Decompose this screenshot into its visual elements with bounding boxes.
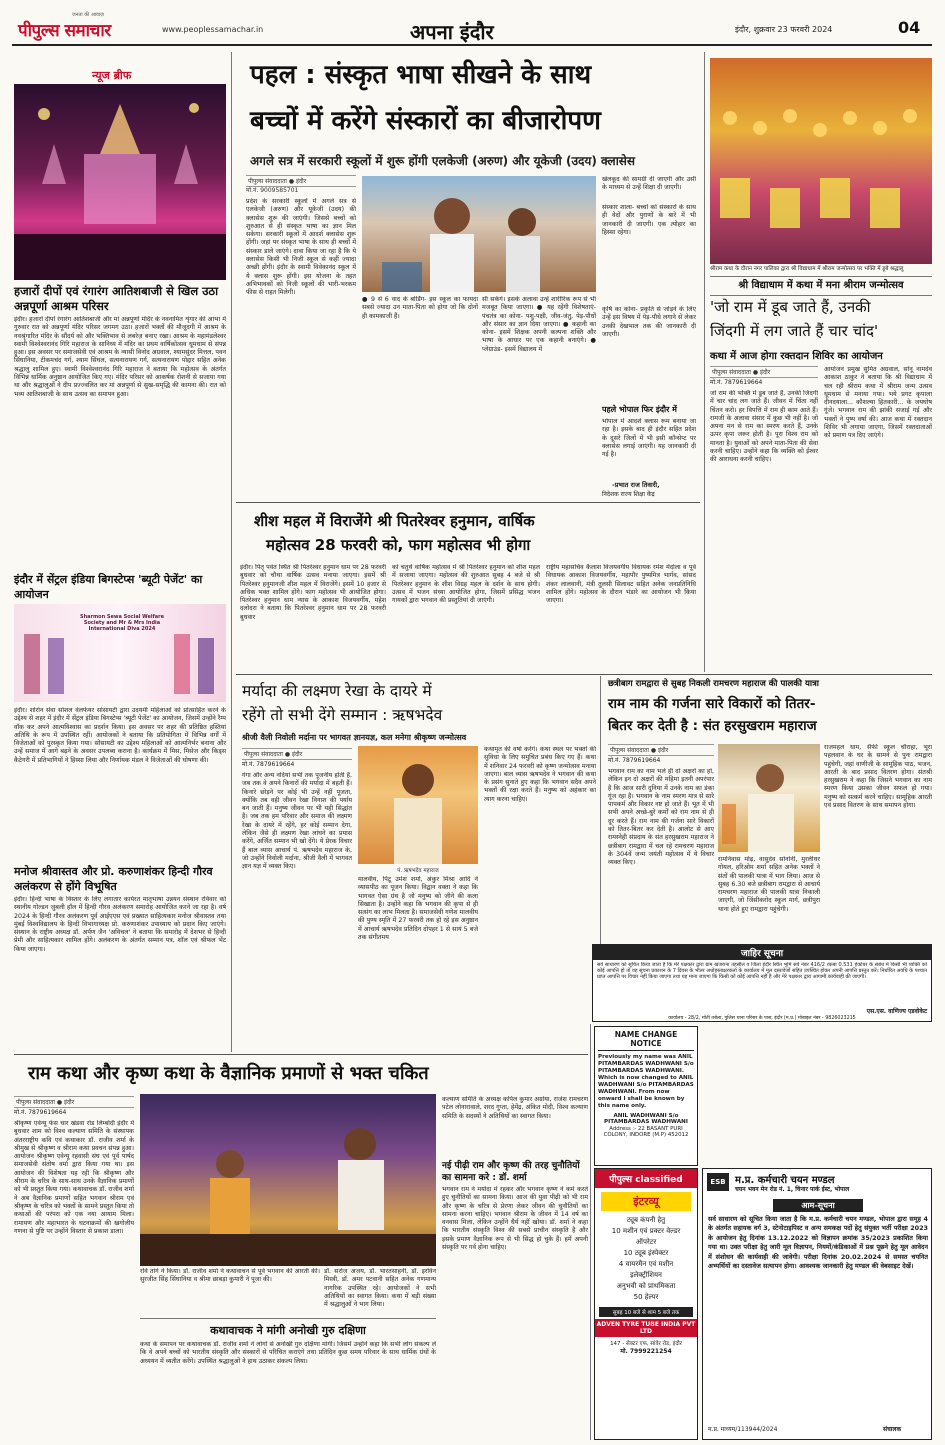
mpesb-notice-label: आम-सूचना [773,1199,863,1212]
legal-notice [592,944,932,1022]
sant-illustration [718,744,820,852]
lead-quote-author: -प्रभात राज तिवारी, [612,481,660,489]
masthead-logo: पीपुल्स समाचार [18,21,111,41]
hanuman-story [236,504,700,672]
lead-lower-col-1: ● 9 से 6 वाद के बोर्डिंग- इस स्कूल का फायदा सबसे ज्यादा उन माता-पिता को होगा जो कि दोनों ही कामकाजी हैं। [362,296,478,320]
classified-line: ट्यूब कंपनी हेतु [626,1216,666,1224]
lead-quote-role: निदेशक राज्य शिक्षा केंद्र [602,491,655,498]
brief-2-title: इंदौर में सेंट्रल इंडिया बिगस्टेप्स 'ब्यूटी पेजेंट' का आयोजन [14,573,203,601]
classified-timing: सुबह 10 बजे से शाम 5 बजे तक [599,1307,693,1317]
ramcharan-col-3: राजमहल धाम, सैफी स्कूल चौराहा, भूरा पहलवान के घर के सामने से पुनः रामद्वारा पहुंचेगी, जहां वाणीजी के सामूहिक पाठ, भजन, आरती के बाद प्रसाद वितरण होगा। संतश्री हरसुखराम ने कहा कि जिसने भगवान का नाम स्मरण किया उसका जीवन सफल हो गया। मनुष्य को सत्कर्म करने चाहिए। सामूहिक आरती एवं प्रसाद वितरण के साथ समापन होगा। [824,744,932,810]
brief-1-body: इंदौर। हजारों दीपों रंगारंग आतिशबाजी और मां अन्नपूर्णा मंदिर के नवनामित शृंगार की आभा में गुरुवार रात को अन्नपूर्णा मंदिर परिसर जगमग उठा। हजारों भक्तों की मौजूदगी में आश्रम के नवश्रृंगारित मंदिर के सौंदर्य को और भक्तिभाव से लबरेज़ बनाए रखा। आश्रम के महामंडलेश्वर स्वामी विश्वेश्वरानंद गिरि महाराज के सानिध्य में मंदिर का प्रथम वार्षिकोत्सव धूमधाम से संपन्न हुआ। इस अवसर पर समाजसेवी एवं आश्रम के न्यासी विनोद अग्रवाल, श्यामसुंदर मित्तल, पवन सिंघानिया, टीकमचंद गर्ग, श्याम सिंघल, सत्यनारायण गर्ग, सत्यनारायण पोद्दार सहित अनेक श्रद्धालु शामिल हुए। स्वामी विश्वेश्वरानंद गिरि महाराज ने बताया कि महोत्सव के अंतर्गत विभिन्न धार्मिक अनुष्ठान आयोजित किए गए। मंदिर परिसर को आकर्षक रोशनी से सजाया गया था और श्रद्धालुओं ने दीप प्रज्ज्वलित कर मां अन्नपूर्णा से सुख-समृद्धि की कामना की। रात को भव्य आतिशबाजी के साथ उत्सव का समापन हुआ। [14,316,226,398]
rishabh-col-1: गंगा और अन्य नदियां सभी तक पूजनीय होती हैं, जब तक वे अपने किनारों की मर्यादा में बहती हैं। किनारे छोड़ने पर कोई भी उन्हें नहीं पूजता, क्योंकि तब वही जीवन रेखा विनाश की पर्याय बन जाती हैं। मनुष्य जीवन पर भी यही सिद्धांत है। जब तक हम परिवार और समाज की लक्ष्मण रेखा के दायरे में रहेंगे, हर कोई सम्मान देगा, लेकिन जैसे ही लक्ष्मण रेखा लांघने का प्रयास करेंगे, अर्जित सम्मान भी खो देंगे। ये प्रेरक विचार हैं बाल व्यास आचार्य पं. ऋषभदेव महाराज के, जो उन्होंने निवोली मर्दाना, श्रीजी वैली में भागवत ज्ञान यज्ञ में व्यक्त किए। [242,772,352,871]
lead-col-1: प्रदेश के सरकारी स्कूलों में अगले सत्र से एलकेजी (अरुण) और यूकेजी (उदय) की क्लासेस शुरू की जाएंगी। जिससे बच्चों को शुरुआत से ही संस्कृत भाषा का ज्ञान मिल सकेगा। सरकारी स्कूलों में आदर्श क्लासेस शुरू होंगी। जहां पर संस्कृत भाषा के साथ ही बच्चों में संस्कार डाले जाएंगे। दावा किया जा रहा है कि ये क्लासेस किसी भी निजी स्कूल से कहीं ज्यादा अच्छी होंगी। इंदौर के स्वामी विवेकानंद स्कूल में ये क्लास शुरू होंगी। इस योजना के तहत अभिभावकों को निजी स्कूलों की भारी-भरकम फीस से राहत मिलेगी। [246,198,356,297]
lead-headline-1: पहल : संस्कृत भाषा सीखने के साथ [250,60,592,90]
rishabh-story [236,676,596,944]
ramkatha-col-4: भगवान राम ने मर्यादा में रहकर और भगवान कृष्ण ने कर्म करते हुए चुनौतियों का सामना किया। आज की युवा पीढ़ी को भी राम और कृष्ण के चरित्र से प्रेरणा लेकर जीवन की चुनौतियों का सामना करना चाहिए। भगवान श्रीराम के जीवन में 14 वर्ष का वनवास मिला, लेकिन उन्होंने धैर्य नहीं खोया। डॉ. शर्मा ने कहा कि भारतीय संस्कृति विश्व की सबसे प्राचीन संस्कृति है और इसके प्रमाण वैज्ञानिक रूप से भी सिद्ध हो चुके हैं। हमें अपनी संस्कृति पर गर्व होना चाहिए। [442,1186,588,1252]
devotees-photo [710,58,932,264]
classified-line: 4 वायरमैन एवं मशीन [618,1260,674,1268]
legal-notice-address: कार्यालय - 28/2, मोती तबेला, पुलिस थाना परिसर के पास, इंदौर (म.प्र.) मोबाइल नंबर - 9826023215 [668,1016,856,1021]
ramkatha-subhead: नई पीढ़ी राम और कृष्ण की तरह चुनौतियों का सामना करे : डॉ. शर्मा [442,1161,580,1183]
lead-box-title: पहले भोपाल फिर इंदौर में [602,405,677,414]
page-number: 04 [898,18,921,37]
rishabh-byline: पीपुल्स संवाददाता ● इंदौर [242,748,352,760]
ramkatha-story [14,1056,588,1440]
brief-3-title: मनोज श्रीवास्तव और प्रो. करुणाशंकर हिन्दी गौरव अलंकरण से होंगे विभूषित [14,865,213,893]
legal-notice-body: सर्व साधारण को सूचित किया जाता है कि मेरे पक्षकार द्वारा ग्राम खजराना तहसील व जिला इंदौर स्थित भूमि सर्वे नंबर 416/2 रकबा 0.531 हेक्टेयर के संबंध में किसी भी व्यक्ति को कोई आपत्ति हो तो वह सूचना प्रकाशन के 7 दिवस के भीतर अधोहस्ताक्षरकर्ता के कार्यालय में मूल दस्तावेजों सहित उपस्थित होकर अपनी आपत्ति प्रस्तुत करें। निर्धारित अवधि के पश्चात प्राप्त आपत्ति पर विचार नहीं किया जाएगा तथा यह माना जाएगा कि किसी को कोई आपत्ति नहीं है और मेरे पक्षकार द्वारा आगामी कार्यवाही की जाएगी। [597,962,927,981]
mpesb-logo: ESB [707,1173,729,1191]
students-photo [362,176,596,292]
rishabh-col-2: मालवीय, पिंटू उमेश शर्मा, अंकुर मिश्रा आदि ने व्यासपीठ का पूजन किया। विद्वान वक्ता ने कहा कि भागवत ऐसा ग्रंथ है जो मनुष्य को जीने की कला सिखाता है। उन्होंने कहा कि भगवान की कृपा से ही सत्संग का लाभ मिलता है। समाजसेवी गणेश मालवीय की पुण्य स्मृति में 27 फरवरी तक हो रहे इस अनुष्ठान में आचार्य ऋषभदेव प्रतिदिन दोपहर 1 से सायं 5 बजे तक संगीतमय [358,876,478,942]
classified-ad [594,1168,698,1440]
name-change-sign-1: ANIL WADHWANI S/o [613,1113,679,1119]
lead-deck: अगले सत्र में सरकारी स्कूलों में शुरू होंगी एलकेजी (अरुण) और यूकेजी (उदय) क्लासेस [250,154,636,168]
col-divider-right [704,52,705,672]
pageant-banner: Sharmon Sewa Social Welfare Society and Mr & Mrs India International Diva 2024 [79,614,165,632]
rishabh-col-3: कथामृत की वर्षा करेंगे। कथा स्थल पर भक्तों की सुविधा के लिए समुचित प्रबंध किए गए हैं। कथा में शनिवार 24 फरवरी को कृष्ण जन्मोत्सव मनाया जाएगा। बाल व्यास ऋषभदेव ने भगवान की कथा के प्रसंग सुनाते हुए कहा कि भगवान सदैव अपने भक्तों की रक्षा करते हैं। मनुष्य को अहंकार का त्याग करना चाहिए। [484,746,596,803]
mpesb-notice [702,1168,932,1440]
masthead-site: www.peoplessamachar.in [162,25,264,34]
ramkatha-byline: पीपुल्स संवाददाता ● इंदौर [14,1096,134,1108]
classified-lines [595,1215,697,1303]
dateline: इंदौर, शुक्रवार 23 फरवरी 2024 [735,25,833,34]
classified-address: 147 - सेक्टर एफ, सांवेर रोड, इंदौर [610,1341,682,1347]
vidyadham-headline-2: जिंदगी में लग जाते हैं चार चांद' [710,322,879,340]
ramcharan-byline: पीपुल्स संवाददाता ● इंदौर [608,744,714,756]
masthead-rule [12,44,932,46]
name-change-title: NAME CHANGE NOTICE [598,1030,694,1051]
rule-ramkatha-top [14,1054,588,1055]
ramkatha-col-1: श्रीकृष्ण एवेन्यू फेस चार खंडवा रोड लिम्बोदी इंदौर में बुधवार शाम को विश्व कल्याण समिति के संस्थापक अंतरराष्ट्रीय कवि एवं कथाकार डॉ. राजीव शर्मा के श्रीमुख से श्रीकृष्ण व श्रीराम कथा प्रवचन संपन्न हुआ। आयोजन श्रीकृष्ण एवेन्यू रहवासी संघ एवं पूर्व पार्षद समाजसेवी संतोष वर्मा द्वारा किया गया था। इस आयोजन की विशेषता यह रही कि श्रीकृष्ण और श्रीराम के चरित्र के साथ-साथ उनके वैज्ञानिक प्रमाणों को भी प्रस्तुत किया गया। कथावाचक डॉ. राजीव शर्मा ने अब वैज्ञानिक प्रमाणों सहित भगवान श्रीराम एवं श्रीकृष्ण के चरित्र को भक्तों के सामने प्रस्तुत किया तो कथाओं की परंपरा को एक नया आयाम मिला। रामायण और महाभारत के घटनाक्रमों की खगोलीय गणना से पुष्टि पर उन्होंने विस्तार से प्रकाश डाला। [14,1120,134,1235]
rishabh-headline-2: रहेंगे तो सभी देंगे सम्मान : ऋषभदेव [242,706,443,724]
lead-byline: पीपुल्स संवाददाता ● इंदौर [246,175,356,187]
legal-notice-signature: एस.एस. वाणिज्य एडवोकेट [866,1008,927,1015]
lead-mobile: मो.नं. 9009585701 [246,187,299,194]
rishabhdev-photo [358,746,478,864]
rishabh-deck: श्रीजी वैली निवोली मर्दाना पर भागवत ज्ञानयज्ञ, कल मनेगा श्रीकृष्ण जन्मोत्सव [242,733,467,742]
rule-hanuman-top [236,502,700,503]
masthead [0,0,945,44]
lead-story [236,52,696,502]
col-divider-mid [600,676,601,944]
ramkatha-photo-caption: रवि तांगे ने किया। डॉ. राजीव शर्मा ने कथावाचन से पूर्व भगवान की आरती की। सुरजीत सिंह सिंघानिया व श्रीमा छाबड़ा कुमारी ने पूजा की। [140,1268,320,1284]
lead-col-3: खेलकूद की सामग्री दी जाएगी और उसी के माध्यम से उन्हें शिक्षा दी जाएगी। [602,176,696,192]
classified-line: 10 ट्यूब इंस्पेक्टर [623,1249,669,1257]
crowd-illustration [710,58,932,264]
vidyadham-col-2: आयोजन प्रमुख सुमित अग्रवाल, सोनू नामदेव आकाश ठाकुर ने बताया कि श्री विद्याधाम में चल रही श्रीराम कथा में श्रीराम जन्म उत्सव धूमधाम से मनाया गया। भये प्रगट कृपाला दीनदयाला... कौशल्या हितकारी... के जयघोष गूंजे। भगवान राम की झांकी सजाई गई और भक्तों ने पुष्प वर्षा की। आज कथा में रक्तदान शिविर भी लगाया जाएगा, जिसमें रक्तदाताओं को प्रमाण पत्र दिए जाएंगे। [824,366,932,440]
ramcharan-headline-2: बितर कर देती है : संत हरसुखराम महाराज [608,718,817,734]
rule-rishabh-top [236,674,932,675]
vidyadham-col-1: जो राम की भक्ति में डूब जाते हैं, उनकी जिंदगी में चार चांद लग जाते हैं। जीवन में चिंता नहीं चिंतन करो। हर विपत्ति में राम ही काम आते हैं। रामजी के अलावा संसार में कुछ भी नहीं है। जो अपना मन से राम का स्मरण करते हैं, उनके ऊपर कृपा जरूर होती है। पूरा विश्व राम को मानता है। युवाओं को अपने माता-पिता की सेवा करनी चाहिए। उन्होंने कहा कि व्यक्ति को ईश्वर की आराधना करनी चाहिए। [710,390,818,464]
beauty-pageant-photo [14,604,226,702]
ramkatha-headline: राम कथा और कृष्ण कथा के वैज्ञानिक प्रमाणों से भक्त चकित [28,1063,429,1084]
rishabh-mobile: मो.नं. 7879619664 [242,761,295,768]
news-brief-column [14,52,226,1052]
students-illustration [362,176,596,292]
lead-lower-col-2: सी सकेंगे। इसके अलावा उन्हें शारीरिक रूप से भी मजबूत किया जाएगा। ● यह रहेंगी विशेषताएं- पंचतंत्र का कोना- पशु-पक्षी, जीव-जंतु, पेड़-पौधों और संसार का ज्ञान दिया जाएगा। ● कहानी का कोना- इसमें शिक्षक अपनी कल्पना शक्ति और भाषा के आधार पर एक कहानी बनाएंगे। ● प्लेग्राउंड- इसमें विद्यालय में [482,296,596,353]
lead-headline-2: बच्चों में करेंगे संस्कारों का बीजारोपण [250,106,601,136]
ramcharan-col-2: रामनिवास मोढ़, वासुदेव सोनोनी, मुरलीधर गोयल, हरिओम शर्मा सहित अनेक भक्तों ने संतों की पालकी यात्रा में भाग लिया। आज से सुबह 6.30 बजे छत्रीबाग रामद्वारा से आचार्य रामचरण महाराज की पालकी यात्रा निकाली जाएगी, जो जिंसीकरोद स्कूल मार्ग, छत्रीपुरा थाना होते हुए रामद्वारा पहुंचेगी। [718,856,820,913]
classified-banner: पीपुल्स classified [595,1169,697,1188]
name-change-sign-2: PITAMBARDAS WADHWANI [604,1119,688,1125]
speaker-illustration [358,746,478,864]
lead-box-body: भोपाल में आदर्श क्लास रूम बनाया जा रहा है। इसके बाद ही इंदौर सहित प्रदेश के दूसरे जिलों में भी इसी कॉन्सेप्ट पर क्लासेस लगाई जाएंगी। यह जानकारी दी गई है। [602,418,696,459]
ramkatha-col-2: डॉ. सरोज अजय, डॉ. भारतसाहनी, डॉ. इरविन मिस्त्री, डॉ. अमर पटवानी सहित अनेक गणमान्य नागरिक उपस्थित रहे। आयोजकों ने सभी अतिथियों का स्वागत किया। कथा में बड़ी संख्या में श्रद्धालुओं ने भाग लिया। [324,1268,436,1309]
ramkatha-mobile: मो.नं. 7879619664 [14,1109,67,1116]
classified-sub: इंटरव्यू [601,1192,691,1211]
mpesb-address: चयन भवन मेन रोड नं. 1, चिनार पार्क ईस्ट, भोपाल [735,1186,850,1193]
name-change-body: Previously my name was ANIL PITAMBARDAS WADHWANI S/o PITAMBARDAS WADHWANI. Which is now changed to ANIL WADHWANI S/o PITAMBARDAS WADHWANI. From now onward I shall be known by this name only. [598,1054,694,1109]
ramcharan-headline-1: राम नाम की गर्जना सारे विकारों को तितर- [608,696,816,712]
hanuman-col-3: राष्ट्रीय महासचिव कैलाश विजयवर्गीय विधायक रमेश मेंदोला व पूर्व विधायक आकाश विजयवर्गीय, महापौर पुष्यमित्र भार्गव, सांसद शंकर लालवानी, मंत्री तुलसी सिलावट सहित अनेक जनप्रतिनिधि शामिल होंगे। महोत्सव के दौरान भंडारे का आयोजन भी किया जाएगा। [546,564,696,605]
section-title: अपना इंदौर [410,20,494,44]
ramcharan-col-1: भगवान राम का नाम भले ही दो अक्षरों का हो, लेकिन इन दो अक्षरों की महिमा इतनी अपरंपार है कि आज सारी दुनिया में उनके नाम का डंका गूंज रहा है। भगवान के नाम स्मरण मात्र से सारे पापकर्म और विकार नष्ट हो जाते हैं। भूत में भी सभी अपने अच्छे-बुरे कर्मों को राम नाम से ही दूर करते हैं। राम नाम की गर्जना सारे विकारों को तितर-बितर कर देती है। आलोट से आए रामस्नेही संप्रदाय के संत हरसुखराम महाराज ने छत्रीबाग रामद्वारा में चल रहे रामचरण महाराज के 304वें जन्म जयंती महोत्सव में ये विचार व्यक्त किए। [608,768,714,867]
lead-point-2: कृषि का कोना- प्रकृति से जोड़ने के लिए उन्हें इस विषय में पेड़-पौधे लगाने से लेकर उनकी देखभाल तक की जानकारी दी जाएगी। [602,306,696,338]
guru-dakshina-body: कथा के समापन पर कथावाचक डॉ. राजीव शर्मा ने लोगों से अनोखी गुरु दक्षिणा मांगी। जिसमें उन्होंने कहा कि सभी लोग संकल्प लें कि वे अपने बच्चों को भारतीय संस्कृति और संस्कारों से परिचित कराएंगे तथा प्रतिदिन कुछ समय परिवार के साथ धार्मिक ग्रंथों के अध्ययन में व्यतीत करेंगे। उपस्थित श्रद्धालुओं ने हाथ उठाकर संकल्प लिया। [140,1341,436,1365]
news-brief-label: न्यूज ब्रीफ [92,69,132,82]
rishabhdev-photo-caption: पं. ऋषभदेव महाराज [397,868,439,874]
ramcharan-kicker: छत्रीबाग रामद्वारा से सुबह निकली रामचरण महाराज की पालकी यात्रा [608,679,819,689]
col-divider-left [231,52,232,1052]
hanuman-headline-1: शीश महल में विराजेंगे श्री पितरेश्वर हनुमान, वार्षिक [254,512,535,530]
ramcharan-mobile: मो.नं. 7879619664 [608,757,661,764]
rishabh-headline-1: मर्यादा की लक्ष्मण रेखा के दायरे में [242,682,432,700]
brief-3-body: इंदौर। हिन्दी भाषा के विस्तार के लिए लगातार कार्यरत मातृभाषा उन्नयन संस्थान रविवार को स्थानीय गोल्डन जुबली हॉल में हिन्दी गौरव अलंकरण समारोह आयोजित करने जा रहा है। वर्ष 2024 के हिन्दी गौरव अलंकरण पूर्व आईएएस एवं प्रख्यात साहित्यकार मनोज श्रीवास्तव तथा मुंबई विश्वविद्यालय के हिन्दी विभागाध्यक्ष प्रो. करुणाशंकर उपाध्याय को प्रदान किए जाएंगे। संस्थान के राष्ट्रीय अध्यक्ष डॉ. अर्पण जैन 'अविचल' ने बताया कि समारोह में देशभर से हिन्दी प्रेमी और साहित्यकार शामिल होंगे। अलंकरण के अंतर्गत सम्मान पत्र, शॉल एवं श्रीफल भेंट किया जाएगा। [14,896,226,953]
classified-line: 10 मशीन एवं प्रक्टर वेल्डर [611,1227,681,1235]
lead-point-1: संस्कार शाला- बच्चों को संस्कारों के साथ ही वेदों और पुराणों के बारे में भी जानकारी दी जाएगी। एक त्योहार का हिस्सा रहेगा। [602,204,696,236]
speaker-stage-photo [140,1094,436,1266]
col-divider-bottom [590,1024,591,1440]
mpesb-sign: संचालक [883,1426,902,1433]
brief-1-title: हजारों दीपों एवं रंगारंग आतिशबाजी से खिल उठा अन्नपूर्णा आश्रम परिसर [14,284,219,313]
classified-company: ADVEN TYRE TUBE INDIA PVT LTD [596,1321,696,1335]
classified-line: ऑपरेटर [635,1238,657,1246]
devotees-photo-caption: श्रीराम कथा के दौरान नगर पालिका द्वारा श्री विद्याधाम में श्रीराम जन्मोत्सव पर भक्ति में डूबे श्रद्धालु [710,266,904,272]
legal-notice-title: जाहिर सूचना [593,945,931,960]
ramkatha-col-3: कल्याण समिति के अध्यक्ष कपिल कुमार अग्रोया, राजेश रामचरण पटेल लोनारावाले, शरद गुप्ता, हेमेंद्र, अंकित मोदी, विश्व कल्याण समिति के सदस्यों ने अतिथियों का स्वागत किया। [442,1096,588,1120]
mpesb-footer: म.प्र. माध्यम/113944/2024 [708,1426,778,1433]
hanuman-headline-2: महोत्सव 28 फरवरी को, फाग महोत्सव भी होगा [266,536,531,554]
vidyadham-mobile: मो.नं. 7879619664 [710,379,763,386]
temple-illustration [14,84,226,280]
vidyadham-byline: पीपुल्स संवाददाता ● इंदौर [710,366,818,378]
classified-line: इलेक्ट्रीशियन [630,1271,662,1279]
guru-dakshina-title: कथावाचक ने मांगी अनोखी गुरु दक्षिणा [210,1324,366,1337]
pageant-figures [14,604,226,702]
vidyadham-kicker: श्री विद्याधाम में कथा में मना श्रीराम जन्मोत्सव [710,276,932,296]
name-change-address: Address :- 22 BASANT PURI COLONY, INDORE (M.P) 452012 [603,1126,689,1138]
classified-phone: मो. 7999221254 [620,1348,672,1355]
brief-2-body: इंदौर। शोरोन सेवा सोशल वेलफेयर सोसायटी द्वारा उदयमी महिलाओं को प्रोत्साहित करने के उद्देश्य से शहर में इंदौर में सेंट्रल इंडिया बिगस्टेप्स 'ब्यूटी पेजेंट' का आयोजन, जिसमें उन्होंने रैम्प वॉक कर अपने आत्मविश्वास का प्रदर्शन किया। इस अवसर पर शहर की प्रतिष्ठित हस्तियां अतिथि के रूप में उपस्थित रहीं। आयोजकों ने बताया कि प्रतियोगिता में विभिन्न वर्गों में विजेताओं को पुरस्कृत किया गया। सोसायटी का उद्देश्य महिलाओं को आत्मनिर्भर बनाना और उन्हें समाज में आगे बढ़ने के अवसर उपलब्ध कराना है। कार्यक्रम में मिस, मिसेज और किड्स कैटेगरी में प्रतिभागियों ने हिस्सा लिया और निर्णायक मंडल ने विजेताओं की घोषणा की। [14,707,226,764]
vidyadham-headline-1: 'जो राम में डूब जाते हैं, उनकी [710,298,871,316]
guru-dakshina-box [140,1318,436,1436]
hanuman-col-1: इंदौर। पितृ पर्वत स्थित श्री पितरेश्वर हनुमान धाम पर 28 फरवरी बुधवार को चौथा वार्षिक उत्सव मनाया जाएगा। इसमें श्री पितरेश्वर हनुमानजी शीश महल में विराजेंगे। इसमें 10 हजार से अधिक भक्त शामिल होंगे। फाग महोत्सव भी आयोजित होगा। पितरेश्वर हनुमान धाम न्यास के आकाश विजयवर्गीय, महेश दलोदरा ने बताया कि पितरेश्वर हनुमान धाम पर 28 फरवरी बुधवार [240,564,386,621]
classified-line: अनुभवी को प्राथमिकता [616,1282,676,1290]
name-change-ad [594,1026,698,1166]
mpesb-body: सर्व साधारण को सूचित किया जाता है कि म.प्र. कर्मचारी चयन मण्डल, भोपाल द्वारा समूह 4 के अंतर्गत सहायक वर्ग 3, स्टेनोटाइपिस्ट व अन्य समकक्ष पदों हेतु संयुक्त भर्ती परीक्षा 2023 के आयोजन हेतु दिनांक 13.12.2022 को विज्ञापन क्रमांक 35/2023 प्रकाशित किया गया था। उक्त परीक्षा हेतु जारी मूल विज्ञापन, नियमों/कंडिकाओं में प्रश्न पूछने हेतु मूल आवेदन में संशोधन की कार्यवाही की जावेगी। परीक्षा दिनांक 20.02.2024 से समस्त चयनित अभ्यर्थियों का दस्तावेज सत्यापन होगा। आवश्यक जानकारी हेतु मण्डल की वेबसाइट देखें। [708,1215,928,1271]
mpesb-title: म.प्र. कर्मचारी चयन मण्डल [735,1175,835,1186]
vidyadham-story [710,52,932,676]
vidyadham-deck: कथा में आज होगा रक्तदान शिविर का आयोजन [710,351,883,362]
masthead-logo-sub: जनता की आवाज़ [72,12,104,18]
ashram-night-photo [14,84,226,280]
hanuman-col-2: को चतुर्थ वार्षिक महोत्सव में श्री पितरेश्वर हनुमान को शीश महल में सजाया जाएगा। महोत्सव की शुरुआत सुबह 4 बजे से श्री पितरेश्वर हनुमान के शीश विग्रह महल के दर्शन के साथ होगी। उत्सव में भजन संध्या आयोजित होगा, जिसमें प्रसिद्ध भजन गायकों द्वारा भगवान की प्रस्तुतियां दी जाएंगी। [392,564,540,605]
ramcharan-story [604,676,932,944]
sant-photo [718,744,820,852]
stage-illustration [140,1094,436,1266]
classified-line: 50 हेल्पर [633,1293,659,1301]
